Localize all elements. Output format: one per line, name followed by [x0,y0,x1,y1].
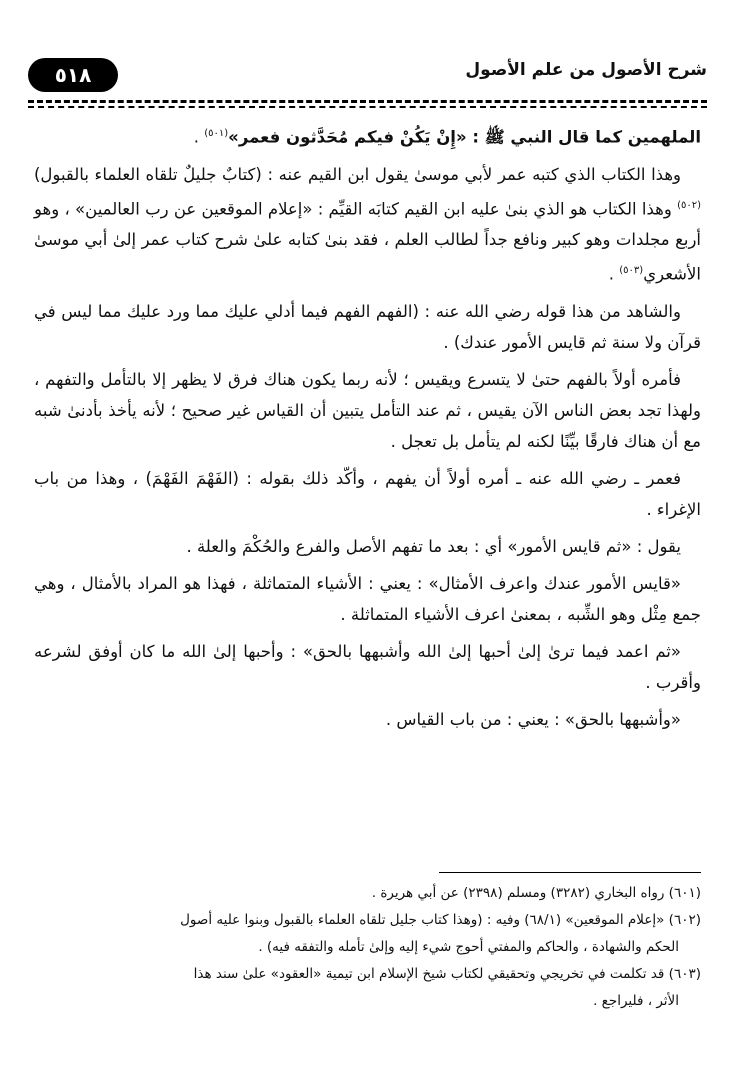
paragraph-5: فعمر ـ رضي الله عنه ـ أمره أولاً أن يفهم ، وأكّد ذلك بقوله : (الفَهْمَ الفَهْمَ) ، وهذا من باب الإغراء . [34,468,701,519]
page-number: ٥١٨ [28,58,118,92]
footnote-602-continued: الحكم والشهادة ، والحاكم والمفتي أحوج شيء إليه وإلىٰ تأمله والتفقه فيه) . [258,939,679,955]
main-text [34,118,701,741]
paragraph-2-text-b: وهذا الكتاب هو الذي بنىٰ عليه ابن القيم كتابَه القيِّم : «إعلام الموقعين عن رب العالمين» ، وهو أربع مجلدات وهو كبير ونافع جداً لطالب العلم ، فقد بنىٰ كتابه علىٰ شرح كتاب عمر إلىٰ أبي موسىٰ الأشعري [34,199,701,284]
paragraph-1-end: . [193,127,205,147]
footnote-603-continued: الأثر ، فليراجع . [593,993,679,1009]
paragraph-2 [34,159,701,290]
footnote-602: (٦٠٢) «إعلام الموقعين» (٦٨/١) وفيه : (وهذا كتاب جليل تلقاه العلماء بالقبول وبنوا عليه أصول [180,912,701,928]
footnote-divider [439,872,701,873]
paragraph-3: والشاهد من هذا قوله رضي الله عنه : (الفهم الفهم فيما أدلي عليك مما ورد عليك مما ليس في قرآن ولا سنة ثم قايس الأمور عندك) . [34,301,701,352]
footnote-ref-502: (٥٠٢) [677,199,701,211]
paragraph-2-text-a: وهذا الكتاب الذي كتبه عمر لأبي موسىٰ يقول ابن القيم عنه : (كتابٌ جليلٌ تلقاه العلماء بالقبول) [34,164,681,184]
footnotes [34,880,701,1015]
paragraph-1-text: الملهمين كما قال النبي ﷺ : «إِنْ يَكُنْ فيكم مُحَدَّثون فعمر» [228,127,701,147]
footnote-601: (٦٠١) رواه البخاري (٣٢٨٢) ومسلم (٢٣٩٨) عن أبي هريرة . [371,885,701,901]
footnote-ref-503: (٥٠٣) [619,265,644,276]
page-header [28,52,707,96]
running-title: شرح الأصول من علم الأصول [465,60,707,80]
paragraph-6: يقول : «ثم قايس الأمور» أي : بعد ما تفهم الأصل والفرع والحُكْمَ والعلة . [186,536,681,556]
paragraph-7: «قايس الأمور عندك واعرف الأمثال» : يعني : الأشياء المتماثلة ، فهذا هو المراد بالأمثال ، وهي جمع مِثْل وهو الشِّبه ، بمعنىٰ اعرف الأشياء المتماثلة . [34,573,701,624]
paragraph-2-end: . [608,264,620,284]
paragraph-4: فأمره أولاً بالفهم حتىٰ لا يتسرع ويقيس ؛ لأنه ربما يكون هناك فرق لا يظهر إلا بالتأمل والتفهم ، ولهذا تجد بعض الناس الآن يقيس ، ثم عند التأمل يتبين أن القياس غير صحيح ؛ لأنه يأخذ بأدنىٰ شبه مع أن هناك فارقًا بيِّنًا لكنه لم يتأمل بل تعجل . [34,369,701,451]
header-divider [28,100,707,103]
paragraph-9: «وأشبهها بالحق» : يعني : من باب القياس . [385,709,681,729]
footnote-ref-501: (٥٠١) [204,128,229,139]
paragraph-1 [34,118,701,153]
footnote-603: (٦٠٣) قد تكلمت في تخريجي وتحقيقي لكتاب شيخ الإسلام ابن تيمية «العقود» علىٰ سند هذا [193,966,701,982]
paragraph-8: «ثم اعمد فيما ترىٰ إلىٰ أحبها إلىٰ الله وأشبهها بالحق» : وأحبها إلىٰ الله ما كان أوفق لشرعه وأقرب . [34,641,701,692]
header-divider-secondary [28,106,707,108]
